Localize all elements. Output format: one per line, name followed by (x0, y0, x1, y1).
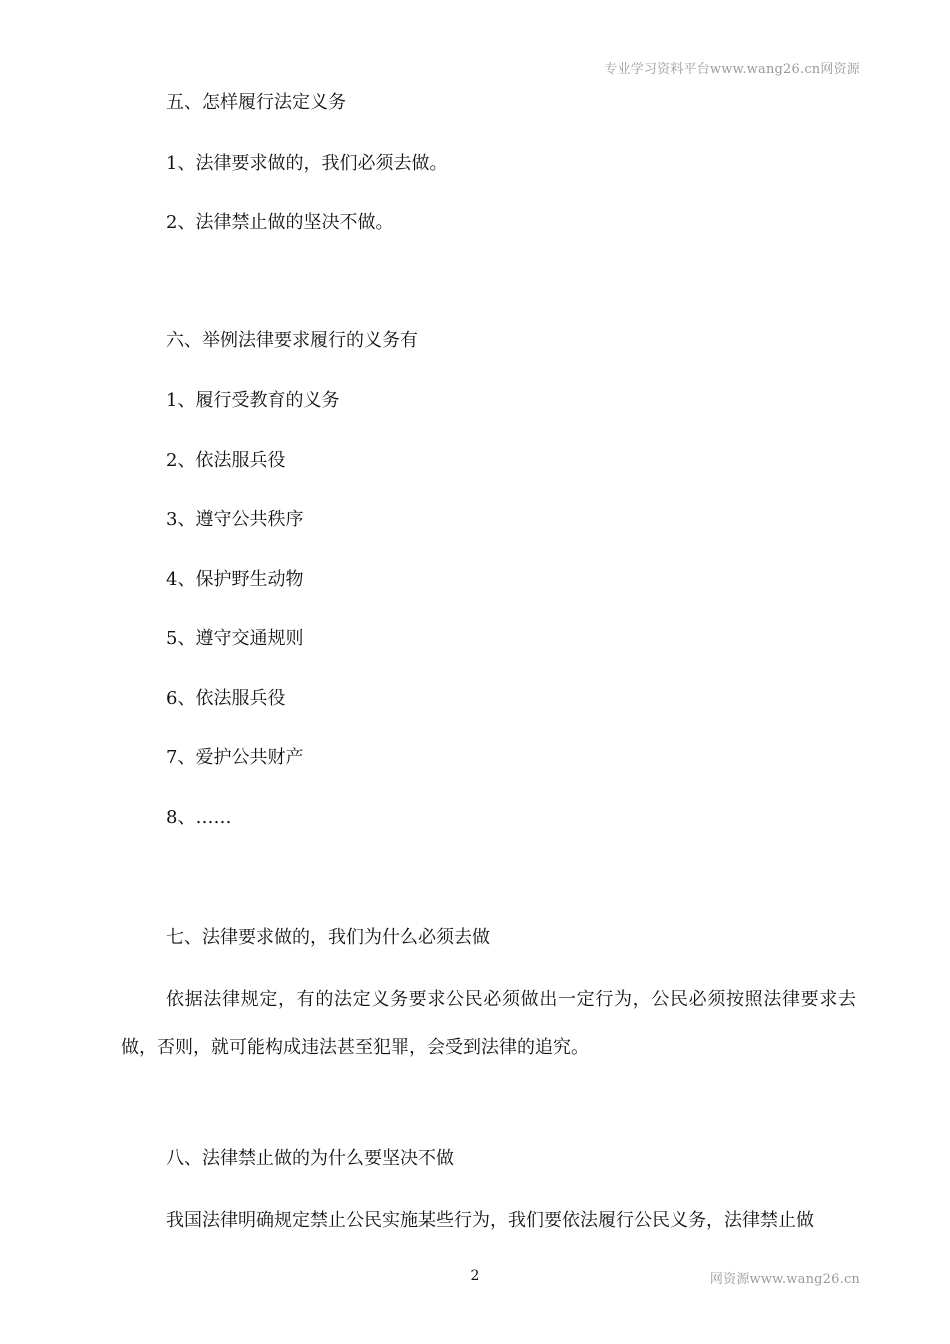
footer-watermark-text: 网资源www.wang26.cn (709, 1272, 860, 1287)
header-watermark-text: 专业学习资料平台www.wang26.cn网资源 (604, 62, 860, 77)
section-six-item-8: 8、…… (166, 807, 232, 828)
section-five-item-1: 1、法律要求做的，我们必须去做。 (166, 153, 448, 174)
section-five-item-2: 2、法律禁止做的坚决不做。 (166, 212, 394, 233)
page-number: 2 (470, 1268, 480, 1284)
section-six-heading: 六、举例法律要求履行的义务有 (166, 330, 418, 351)
section-seven-paragraph: 依据法律规定，有的法定义务要求公民必须做出一定行为，公民必须按照法律要求去做，否则，就可能构成违法甚至犯罪，会受到法律的追究。 (121, 989, 856, 1058)
section-six-item-2: 2、依法服兵役 (166, 450, 286, 471)
section-seven-heading: 七、法律要求做的，我们为什么必须去做 (166, 927, 490, 948)
section-six-item-7: 7、爱护公共财产 (166, 747, 304, 768)
section-six-item-5: 5、遵守交通规则 (166, 628, 304, 649)
section-six-item-4: 4、保护野生动物 (166, 569, 304, 590)
section-five-heading: 五、怎样履行法定义务 (166, 92, 346, 113)
section-eight-heading: 八、法律禁止做的为什么要坚决不做 (166, 1148, 454, 1169)
section-eight-paragraph: 我国法律明确规定禁止公民实施某些行为，我们要依法履行公民义务，法律禁止做 (166, 1210, 814, 1231)
section-six-item-3: 3、遵守公共秩序 (166, 509, 304, 530)
section-six-item-6: 6、依法服兵役 (166, 688, 286, 709)
section-six-item-1: 1、履行受教育的义务 (166, 390, 340, 411)
